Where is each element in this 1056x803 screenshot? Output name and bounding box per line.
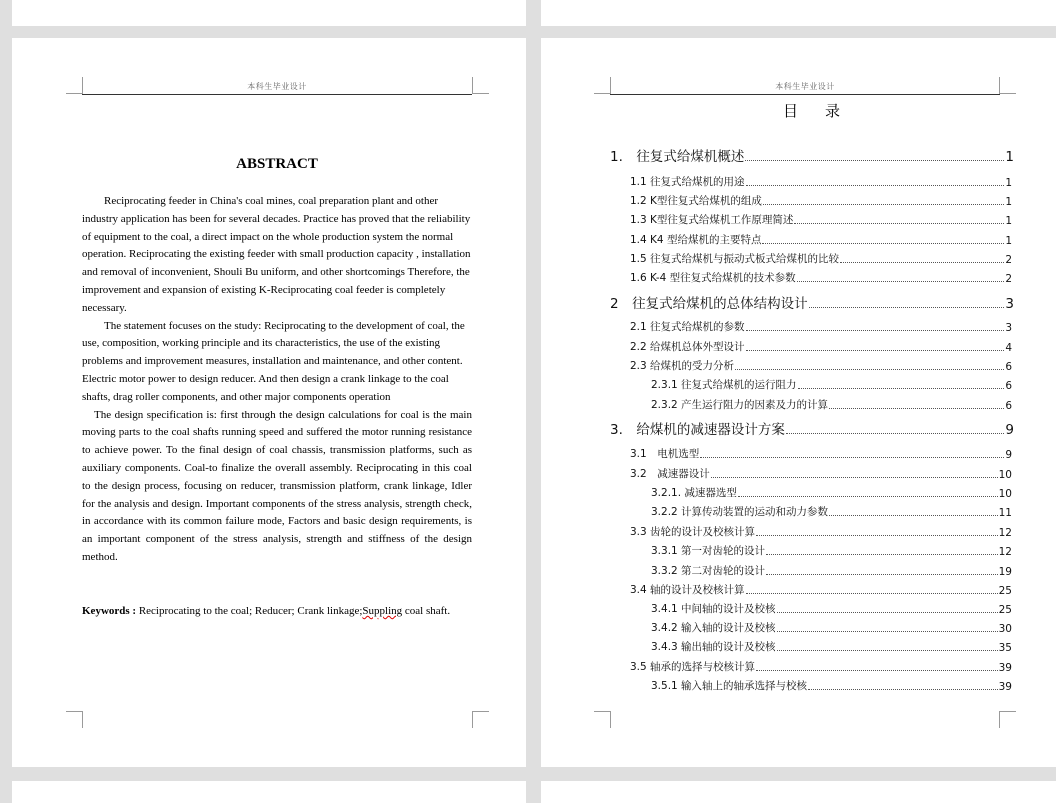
- margin-corner-mark: [594, 77, 611, 94]
- toc-entry[interactable]: [630, 271, 1012, 285]
- toc-leader-dots: [745, 160, 1004, 161]
- toc-leader-dots: [763, 204, 1004, 205]
- toc-leader-dots: [829, 408, 1004, 409]
- margin-corner-mark: [594, 711, 611, 728]
- toc-entry[interactable]: [651, 564, 1012, 578]
- toc-entry-text: 2.2 给煤机总体外型设计: [630, 341, 745, 353]
- toc-page-number: 25: [998, 604, 1012, 616]
- toc-leader-dots: [777, 631, 998, 632]
- abstract-paragraph-3: The design specification is: first through the design calculations for coal is the main moving parts to the coal shafts running speed and suffered the motor running resistance to achieve power. To the final design of coal chassis, transmission platforms, such as auxiliary components. Coal-to finalize the overall assembly. Reciprocating in this coal to the design process, focusing on reducer, transmission platform, crank linkage, Idler for the analysis and design. Important components of the stress analysis, strength check, in accordance with its common failure mode, Factors and basic design requirements, is an important component of the stress analysis, strength and stiffness of the design method.: [82, 408, 472, 563]
- keywords-label: Keywords :: [82, 605, 137, 617]
- toc-entry[interactable]: [651, 544, 1012, 558]
- toc-leader-dots: [794, 223, 1004, 224]
- toc-leader-dots: [762, 243, 1004, 244]
- toc-entry-text: 3.5 轴承的选择与校核计算: [630, 661, 756, 673]
- abstract-paragraph: [82, 193, 472, 318]
- toc-title-char: 录: [825, 102, 842, 120]
- abstract-title: ABSTRACT: [236, 156, 318, 172]
- toc-entry[interactable]: [630, 340, 1012, 354]
- toc-leader-dots: [738, 496, 998, 497]
- toc-entry[interactable]: [651, 621, 1012, 635]
- toc-entry-text: 1.2 K型往复式给煤机的组成: [630, 195, 762, 207]
- toc-page-number: 6: [1005, 380, 1012, 392]
- toc-page-number: 35: [998, 642, 1012, 654]
- page-header-text: 本科生毕业设计: [775, 82, 835, 91]
- next-page-right: [541, 781, 1056, 803]
- toc-entry-text: 2.3 给煤机的受力分析: [630, 360, 735, 372]
- margin-corner-mark: [66, 77, 83, 94]
- toc-entry-text: 3.2 减速器设计: [630, 468, 710, 480]
- toc-page-number: 12: [998, 546, 1012, 558]
- margin-corner-mark: [999, 77, 1016, 94]
- toc-entry[interactable]: [630, 447, 1012, 461]
- toc-leader-dots: [809, 307, 1005, 308]
- toc-entry[interactable]: [630, 252, 1012, 266]
- toc-page-number: 2: [1005, 273, 1012, 285]
- toc-entry[interactable]: [630, 359, 1012, 373]
- toc-entry[interactable]: [630, 467, 1012, 481]
- toc-entry[interactable]: [630, 175, 1012, 189]
- toc-leader-dots: [756, 670, 998, 671]
- toc-entry[interactable]: [630, 320, 1012, 334]
- toc-leader-dots: [711, 477, 998, 478]
- toc-leader-dots: [797, 281, 1005, 282]
- toc-page-number: 1: [1005, 177, 1012, 189]
- toc-entry[interactable]: [651, 398, 1012, 412]
- toc-entry-text: 3.4.1 中间轴的设计及校核: [651, 603, 776, 615]
- abstract-paragraph: [82, 318, 472, 407]
- toc-leader-dots: [746, 350, 1005, 351]
- toc-leader-dots: [746, 185, 1005, 186]
- toc-leader-dots: [756, 535, 998, 536]
- toc-page-number: 9: [1005, 449, 1012, 461]
- toc-entry-text: 3.2.2 计算传动装置的运动和动力参数: [651, 506, 829, 518]
- toc-entry-text: 3.1 电机选型: [630, 448, 700, 460]
- toc-page-number: 10: [998, 469, 1012, 481]
- abstract-body: [82, 193, 472, 567]
- margin-corner-mark: [472, 77, 489, 94]
- toc-entry-text: 1.5 往复式给煤机与振动式板式给煤机的比较: [630, 253, 840, 265]
- toc-leader-dots: [766, 574, 998, 575]
- toc-leader-dots: [808, 689, 998, 690]
- toc-entry[interactable]: [610, 420, 1014, 438]
- toc-entry[interactable]: [651, 378, 1012, 392]
- toc-entry-text: 3.4 轴的设计及校核计算: [630, 584, 745, 596]
- toc-page-number: 1: [1005, 235, 1012, 247]
- toc-leader-dots: [840, 262, 1004, 263]
- page-header-text: 本科生毕业设计: [247, 82, 307, 91]
- toc-entry[interactable]: [651, 505, 1012, 519]
- toc-page-number: 12: [998, 527, 1012, 539]
- toc-page-number: 39: [998, 681, 1012, 693]
- toc-page-number: 10: [998, 488, 1012, 500]
- toc-entry[interactable]: [610, 147, 1014, 165]
- toc-title-char: 目: [782, 102, 799, 120]
- toc-page-number: 9: [1005, 422, 1014, 438]
- toc-page-number: 4: [1005, 342, 1012, 354]
- keywords-text-end: coal shaft.: [402, 605, 451, 617]
- previous-page-left: [12, 0, 526, 26]
- toc-leader-dots: [766, 554, 998, 555]
- toc-page-number: 3: [1005, 296, 1014, 312]
- toc-entry[interactable]: [651, 679, 1012, 693]
- keywords-line: [82, 602, 472, 620]
- toc-title: [610, 100, 1014, 121]
- toc-entry[interactable]: [630, 213, 1012, 227]
- next-page-left: [12, 781, 526, 803]
- abstract-paragraph-1: Reciprocating feeder in China's coal mines, coal preparation plant and other industry application has been for several decades. Practice has proved that the reliability of equipment to the coal, a direct impact on the whole production system the normal operation. Reciprocating the existing feeder with small production capacity , installation and removal of inconvenient, Shouli Bu uniform, and other shortcomings Therefore, the improvement and expansion of existing K-Reciprocating coal feeder is completely necessary.: [82, 195, 471, 314]
- toc-entry-text: 3.5.1 输入轴上的轴承选择与校核: [651, 680, 808, 692]
- toc-leader-dots: [786, 433, 1005, 434]
- toc-page-number: 1: [1005, 196, 1012, 208]
- toc-entry[interactable]: [630, 583, 1012, 597]
- toc-leader-dots: [735, 369, 1004, 370]
- toc-entry-text: 3.4.3 输出轴的设计及校核: [651, 641, 776, 653]
- toc-entry[interactable]: [651, 486, 1012, 500]
- toc-leader-dots: [746, 330, 1005, 331]
- toc-page-number: 6: [1005, 400, 1012, 412]
- toc-entry[interactable]: [630, 233, 1012, 247]
- toc-entry[interactable]: [651, 602, 1012, 616]
- toc-leader-dots: [746, 593, 998, 594]
- toc-entry-text: 3.2.1. 减速器选型: [651, 487, 737, 499]
- margin-corner-mark: [999, 711, 1016, 728]
- toc-entry-text: 3.3.1 第一对齿轮的设计: [651, 545, 766, 557]
- margin-corner-mark: [66, 711, 83, 728]
- toc-entry-text: 1.1 往复式给煤机的用途: [630, 176, 745, 188]
- toc-leader-dots: [777, 612, 998, 613]
- abstract-paragraph: [82, 407, 472, 567]
- toc-entry[interactable]: [630, 525, 1012, 539]
- toc-entry-text: 1.4 K4 型给煤机的主要特点: [630, 234, 762, 246]
- toc-entry-text: 1. 往复式给煤机概述: [610, 149, 745, 165]
- toc-page-number: 6: [1005, 361, 1012, 373]
- toc-page-number: 19: [998, 566, 1012, 578]
- abstract-paragraph-2: The statement focuses on the study: Reciprocating to the development of coal, the use, composition, working principle and its characteristics, the use of the existing problems and improvement measures, installation and maintenance, and other content. Electric motor power to design reducer. And then design a crank linkage to the coal shafts, drag roller components, and other major components operation: [82, 319, 465, 403]
- toc-page-number: 39: [998, 662, 1012, 674]
- toc-leader-dots: [777, 650, 998, 651]
- toc-entry-text: 1.6 K-4 型往复式给煤机的技术参数: [630, 272, 796, 284]
- toc-page-number: 1: [1005, 149, 1014, 165]
- toc-entry[interactable]: [630, 194, 1012, 208]
- toc-entry-text: 3. 给煤机的减速器设计方案: [610, 422, 785, 438]
- toc-page-number: 2: [1005, 254, 1012, 266]
- margin-corner-mark: [472, 711, 489, 728]
- toc-entry[interactable]: [630, 660, 1012, 674]
- spelling-flagged-word: Suppling: [362, 605, 403, 617]
- toc-entry[interactable]: [651, 640, 1012, 654]
- keywords-text: Reciprocating to the coal; Reducer; Crank linkage;: [136, 605, 363, 617]
- toc-entry-text: 2.1 往复式给煤机的参数: [630, 321, 745, 333]
- header-rule: [82, 94, 472, 95]
- toc-page-number: 30: [998, 623, 1012, 635]
- toc-leader-dots: [700, 457, 1004, 458]
- toc-entry[interactable]: [610, 294, 1014, 312]
- toc-page-number: 11: [998, 507, 1012, 519]
- toc-page-number: 25: [998, 585, 1012, 597]
- toc-entry-text: 2.3.2 产生运行阻力的因素及力的计算: [651, 399, 829, 411]
- toc-leader-dots: [829, 515, 998, 516]
- header-rule: [610, 94, 1000, 95]
- toc-entry-text: 2.3.1 往复式给煤机的运行阻力: [651, 379, 797, 391]
- toc-entry-text: 1.3 K型往复式给煤机工作原理简述: [630, 214, 794, 226]
- toc-entry-text: 3.3 齿轮的设计及校核计算: [630, 526, 756, 538]
- toc-entry-text: 2 往复式给煤机的总体结构设计: [610, 296, 808, 312]
- previous-page-right: [541, 0, 1056, 26]
- toc-entry-text: 3.3.2 第二对齿轮的设计: [651, 565, 766, 577]
- toc-entry-text: 3.4.2 输入轴的设计及校核: [651, 622, 776, 634]
- toc-page-number: 1: [1005, 215, 1012, 227]
- toc-leader-dots: [798, 388, 1005, 389]
- toc-page-number: 3: [1005, 322, 1012, 334]
